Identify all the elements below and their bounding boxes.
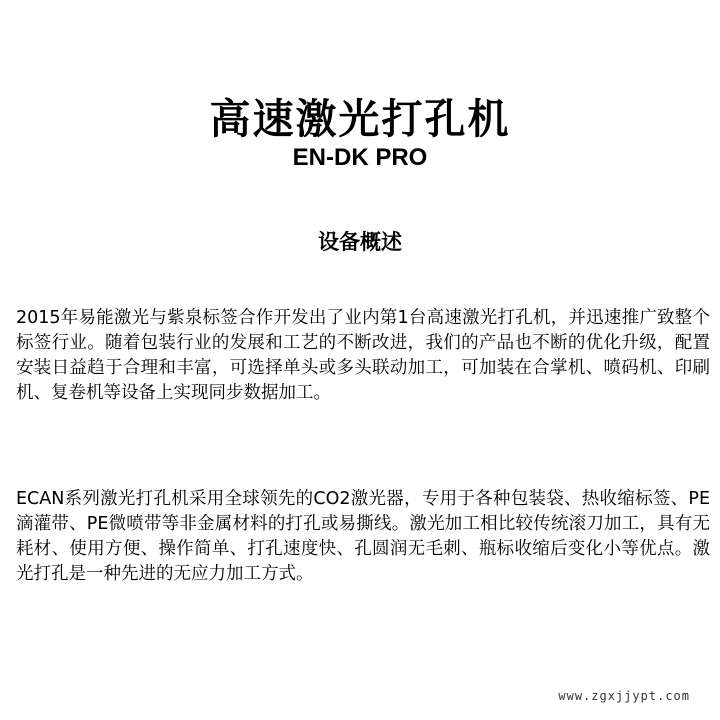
page-title: 高速激光打孔机 [209,95,511,143]
overview-paragraph-1: 2015年易能激光与紫泉标签合作开发出了业内第1台高速激光打孔机，并迅速推广致整个标签行业。随着包装行业的发展和工艺的不断改进，我们的产品也不断的优化升级，配置安装日益趋于合理和丰富，可选择单头或多头联动加工，可加装在合掌机、喷码机、印刷机、复卷机等设备上实现同步数据加工。 [16,308,710,403]
watermark-url: www.zgxjjypt.com [558,689,690,703]
section-title: 设备概述 [318,230,402,254]
overview-paragraph-2: ECAN系列激光打孔机采用全球领先的CO2激光器，专用于各种包装袋、热收缩标签、PE滴灌带、PE微喷带等非金属材料的打孔或易撕线。激光加工相比较传统滚刀加工，具有无耗材、使用方便、操作简单、打孔速度快、孔圆润无毛刺、瓶标收缩后变化小等优点。激光打孔是一种先进的无应力加工方式。 [16,489,710,584]
model-name: EN-DK PRO [292,144,428,171]
